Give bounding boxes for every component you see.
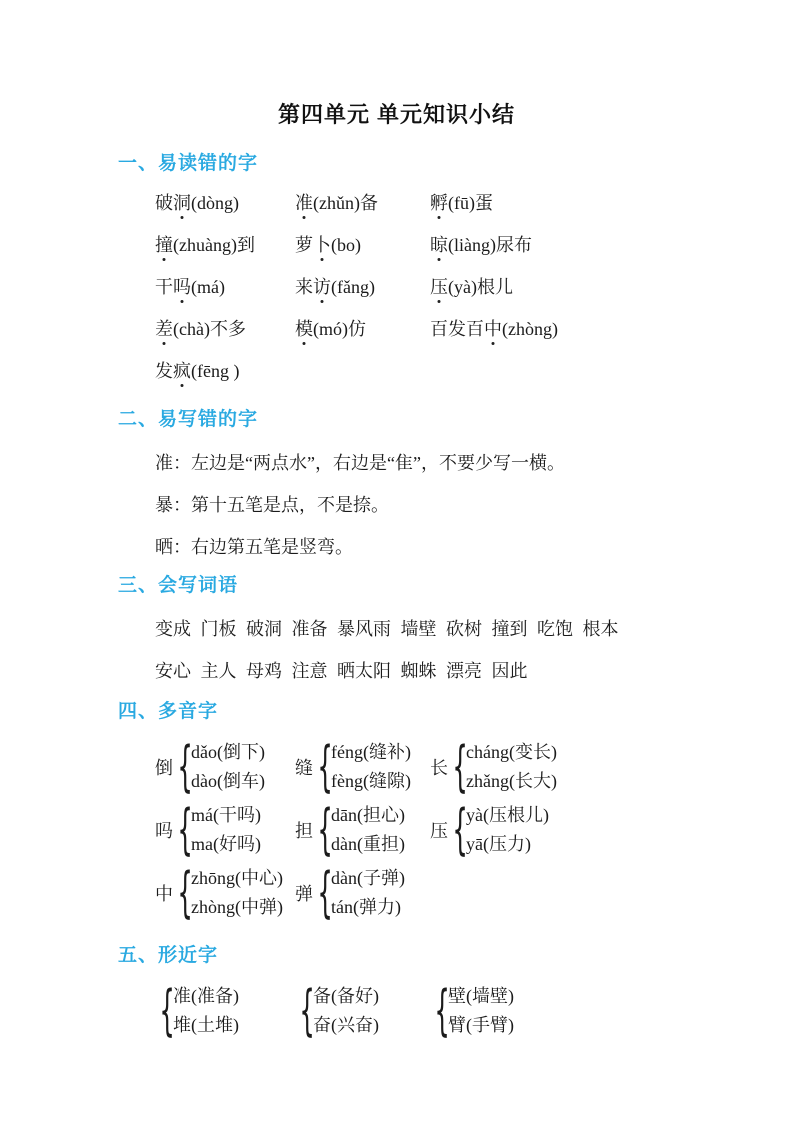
similar-chars-list [155,979,733,1042]
brace-icon: { [317,798,333,861]
word-emphasized-char: 孵 [430,193,448,213]
polyphone-reading-top: má(干吗) [191,805,261,825]
brace-icon: { [177,735,193,798]
polyphone-readings [331,801,405,859]
misread-word [155,192,295,214]
word-emphasized-char: 撞 [155,235,173,255]
misread-word [430,234,733,256]
misread-word [155,234,295,256]
word-post: (fǎng) [331,277,375,297]
misread-word [295,276,430,298]
polyphone-group [295,798,430,861]
word-list-line: 变成 门板 破洞 准备 暴风雨 墙壁 砍树 撞到 吃饱 根本 [155,619,619,639]
polyphone-char: 吗 [155,821,173,841]
polyphone-reading-top: dān(担心) [331,805,405,825]
polyphone-readings [331,738,411,796]
brace-icon: { [317,735,333,798]
polyphone-readings [466,738,557,796]
brace-icon: { [434,979,450,1042]
polyphone-reading-top: zhōng(中心) [191,868,283,888]
word-pre: 来 [295,277,313,297]
polyphone-char: 缝 [295,758,313,778]
polyphone-reading-top: dàn(子弹) [331,868,405,888]
brace-icon: { [177,798,193,861]
word-emphasized-char: 晾 [430,235,448,255]
word-post: (fū)蛋 [448,193,493,213]
polyphone-reading-bottom: dào(倒车) [191,771,265,791]
similar-char-pair [448,982,514,1040]
content-area [0,152,793,1040]
similar-char-bottom: 奋(兴奋) [313,1015,379,1035]
miswritten-note: 晒：右边第五笔是竖弯。 [155,537,353,557]
polyphone-readings [191,738,265,796]
section-heading-polyphones: 四、多音字 [118,701,219,722]
misread-words-list [155,192,733,382]
word-emphasized-char: 压 [430,277,448,297]
polyphone-group [155,735,295,798]
misread-word [295,318,430,340]
polyphone-group [430,735,733,798]
polyphone-readings [331,864,405,922]
word-pre: 百发百 [430,319,484,339]
polyphone-char: 中 [155,884,173,904]
polyphone-group [295,735,430,798]
word-emphasized-char: 访 [313,277,331,297]
polyphone-group [430,798,733,861]
polyphone-char: 弹 [295,884,313,904]
polyphone-reading-top: dǎo(倒下) [191,742,265,762]
section-heading-words: 三、会写词语 [118,575,239,596]
similar-char-group [430,979,733,1042]
similar-char-pair [173,982,239,1040]
polyphone-list [155,735,733,924]
polyphone-reading-bottom: zhǎng(长大) [466,771,557,791]
word-post: (zhǔn)备 [313,193,378,213]
word-post: (chà)不多 [173,319,246,339]
polyphone-reading-top: féng(缝补) [331,742,411,762]
miswritten-note: 暴：第十五笔是点，不是捺。 [155,495,389,515]
word-emphasized-char: 洞 [173,193,191,213]
similar-char-top: 准(准备) [173,986,239,1006]
polyphone-char: 担 [295,821,313,841]
misread-word [430,276,733,298]
word-post: (dòng) [191,193,239,213]
brace-icon: { [159,979,175,1042]
word-emphasized-char: 疯 [173,361,191,381]
word-post: (mó)仿 [313,319,366,339]
misread-word [155,276,295,298]
similar-char-top: 备(备好) [313,986,379,1006]
polyphone-group [155,861,295,924]
word-emphasized-char: 准 [295,193,313,213]
polyphone-char: 倒 [155,758,173,778]
section-heading-miswritten: 二、易写错的字 [118,409,259,430]
similar-char-bottom: 臂(手臂) [448,1015,514,1035]
polyphone-reading-bottom: yā(压力) [466,834,531,854]
similar-char-top: 壁(墙壁) [448,986,514,1006]
word-list-line: 安心 主人 母鸡 注意 晒太阳 蜘蛛 漂亮 因此 [155,661,528,681]
brace-icon: { [317,861,333,924]
polyphone-reading-top: cháng(变长) [466,742,557,762]
word-post: (má) [191,277,225,297]
misread-word [295,234,430,256]
polyphone-readings [191,864,283,922]
word-post: (zhuàng)到 [173,235,255,255]
similar-char-group [155,979,295,1042]
polyphone-group [155,798,295,861]
word-pre: 萝 [295,235,313,255]
word-emphasized-char: 模 [295,319,313,339]
word-emphasized-char: 吗 [173,277,191,297]
word-post: (bo) [331,235,361,255]
polyphone-char: 长 [430,758,448,778]
page-title: 第四单元 单元知识小结 [277,102,516,127]
polyphone-reading-bottom: dàn(重担) [331,834,405,854]
similar-char-pair [313,982,379,1040]
misread-word [430,318,733,340]
brace-icon: { [452,798,468,861]
word-post: (fēng ) [191,361,240,381]
brace-icon: { [177,861,193,924]
misread-word [430,192,733,214]
misread-word [295,192,430,214]
word-emphasized-char: 差 [155,319,173,339]
brace-icon: { [299,979,315,1042]
polyphone-readings [466,801,549,859]
polyphone-reading-bottom: fèng(缝隙) [331,771,411,791]
section-heading-misread: 一、易读错的字 [118,153,259,174]
word-post: (liàng)尿布 [448,235,532,255]
word-pre: 干 [155,277,173,297]
word-emphasized-char: 中 [484,319,502,339]
similar-char-group [295,979,430,1042]
misread-word [155,318,295,340]
polyphone-reading-bottom: ma(好吗) [191,834,261,854]
polyphone-reading-bottom: zhòng(中弹) [191,897,283,917]
misread-word [155,360,295,382]
word-pre: 发 [155,361,173,381]
section-heading-similar-chars: 五、形近字 [118,945,219,966]
word-pre: 破 [155,193,173,213]
polyphone-readings [191,801,261,859]
similar-char-bottom: 堆(土堆) [173,1015,239,1035]
word-post: (yà)根儿 [448,277,513,297]
polyphone-group [295,861,430,924]
word-emphasized-char: 卜 [313,235,331,255]
polyphone-char: 压 [430,821,448,841]
miswritten-note: 准：左边是“两点水”，右边是“隹”，不要少写一横。 [155,453,565,473]
polyphone-reading-top: yà(压根儿) [466,805,549,825]
brace-icon: { [452,735,468,798]
polyphone-reading-bottom: tán(弹力) [331,897,401,917]
word-post: (zhòng) [502,319,558,339]
